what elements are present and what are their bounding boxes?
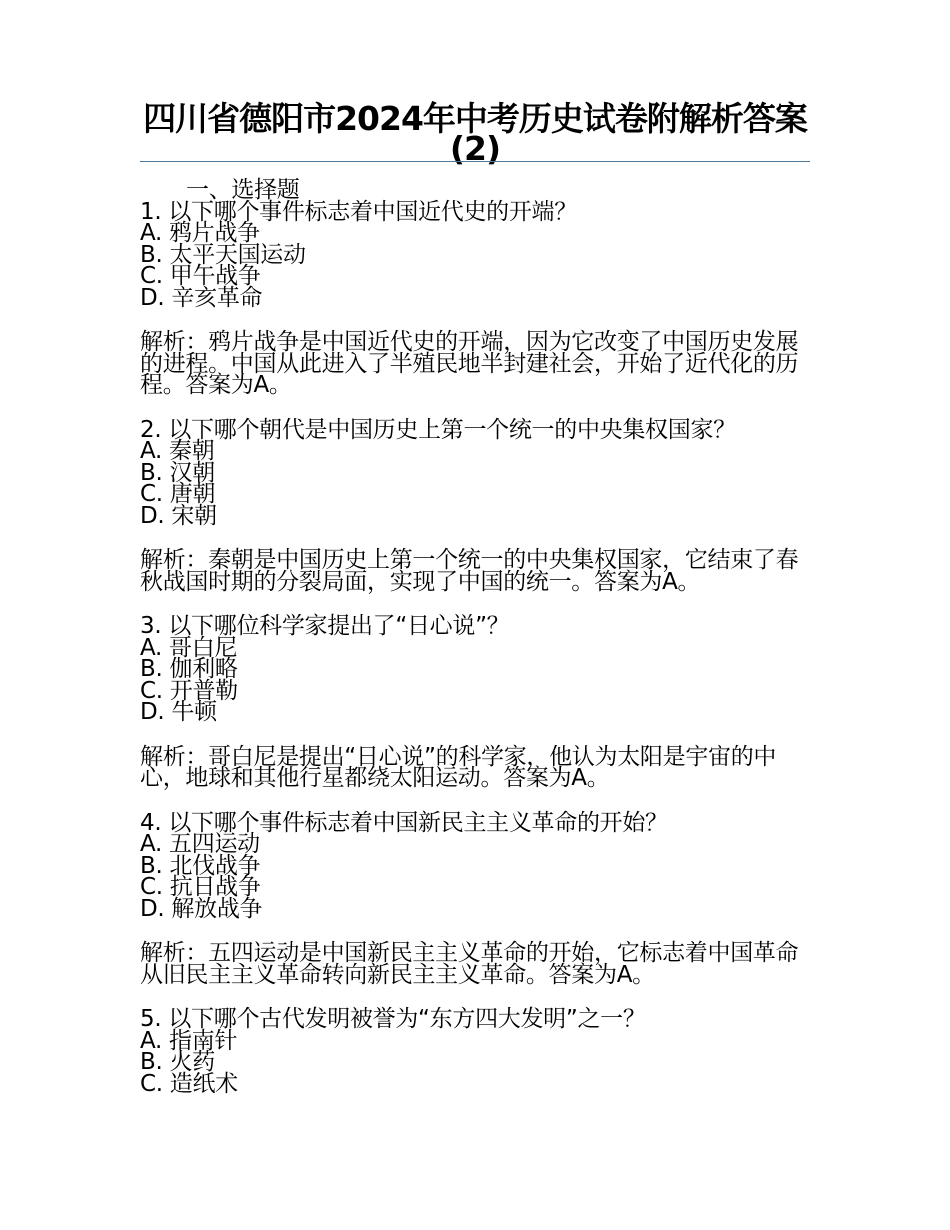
explanation: 解析：秦朝是中国历史上第一个统一的中央集权国家，它结束了春秋战国时期的分裂局面，实现了中国的统一。答案为A。 [140,547,799,595]
option-b: B. 火药 [140,1049,215,1075]
question-stem: 5. 以下哪个古代发明被誉为“东方四大发明”之一？ [140,1006,646,1032]
option-c: C. 甲午战争 [140,263,261,289]
question-stem: 3. 以下哪位科学家提出了“日心说”？ [140,613,510,639]
option-c: C. 唐朝 [140,481,216,507]
document-title: 四川省德阳市2024年中考历史试卷附解析答案(2) [143,99,807,168]
option-b: B. 汉朝 [140,459,215,486]
option-b: B. 太平天国运动 [140,241,306,268]
explanation: 解析：哥白尼是提出“日心说”的科学家，他认为太阳是宇宙的中心，地球和其他行星都绕太阳运动。答案为A。 [140,743,777,791]
question-2 [140,416,820,617]
option-d: D. 解放战争 [140,895,263,922]
section-heading: 一、选择题 [186,177,300,203]
option-c: C. 开普勒 [140,677,238,704]
title-underline [140,161,810,162]
option-c: C. 抗日战争 [140,874,261,900]
document-body [140,177,820,1097]
question-3 [140,613,820,813]
explanation: 解析：五四运动是中国新民主主义革命的开始，它标志着中国革命从旧民主主义革命转向新民主主义革命。答案为A。 [140,940,799,988]
explanation: 解析：鸦片战争是中国近代史的开端，因为它改变了中国历史发展的进程。中国从此进入了半殖民地半封建社会，开始了近代化的历程。答案为A。 [140,329,799,398]
question-stem: 4. 以下哪个事件标志着中国新民主主义革命的开始？ [140,809,668,836]
question-5 [140,1006,820,1097]
option-a: A. 秦朝 [140,438,215,464]
question-stem: 1. 以下哪个事件标志着中国近代史的开端？ [140,198,577,225]
option-b: B. 北伐战争 [140,852,261,879]
option-a: A. 鸦片战争 [140,220,260,246]
option-d: D. 辛亥革命 [140,284,263,311]
question-1 [140,198,820,420]
option-d: D. 宋朝 [140,502,217,529]
question-stem: 2. 以下哪个朝代是中国历史上第一个统一的中央集权国家？ [140,416,736,443]
option-a: A. 指南针 [140,1027,238,1054]
option-b: B. 伽利略 [140,656,238,682]
question-4 [140,809,820,1010]
option-a: A. 五四运动 [140,831,260,857]
option-c: C. 造纸术 [140,1070,238,1097]
option-a: A. 哥白尼 [140,634,238,661]
option-d: D. 牛顿 [140,699,217,725]
